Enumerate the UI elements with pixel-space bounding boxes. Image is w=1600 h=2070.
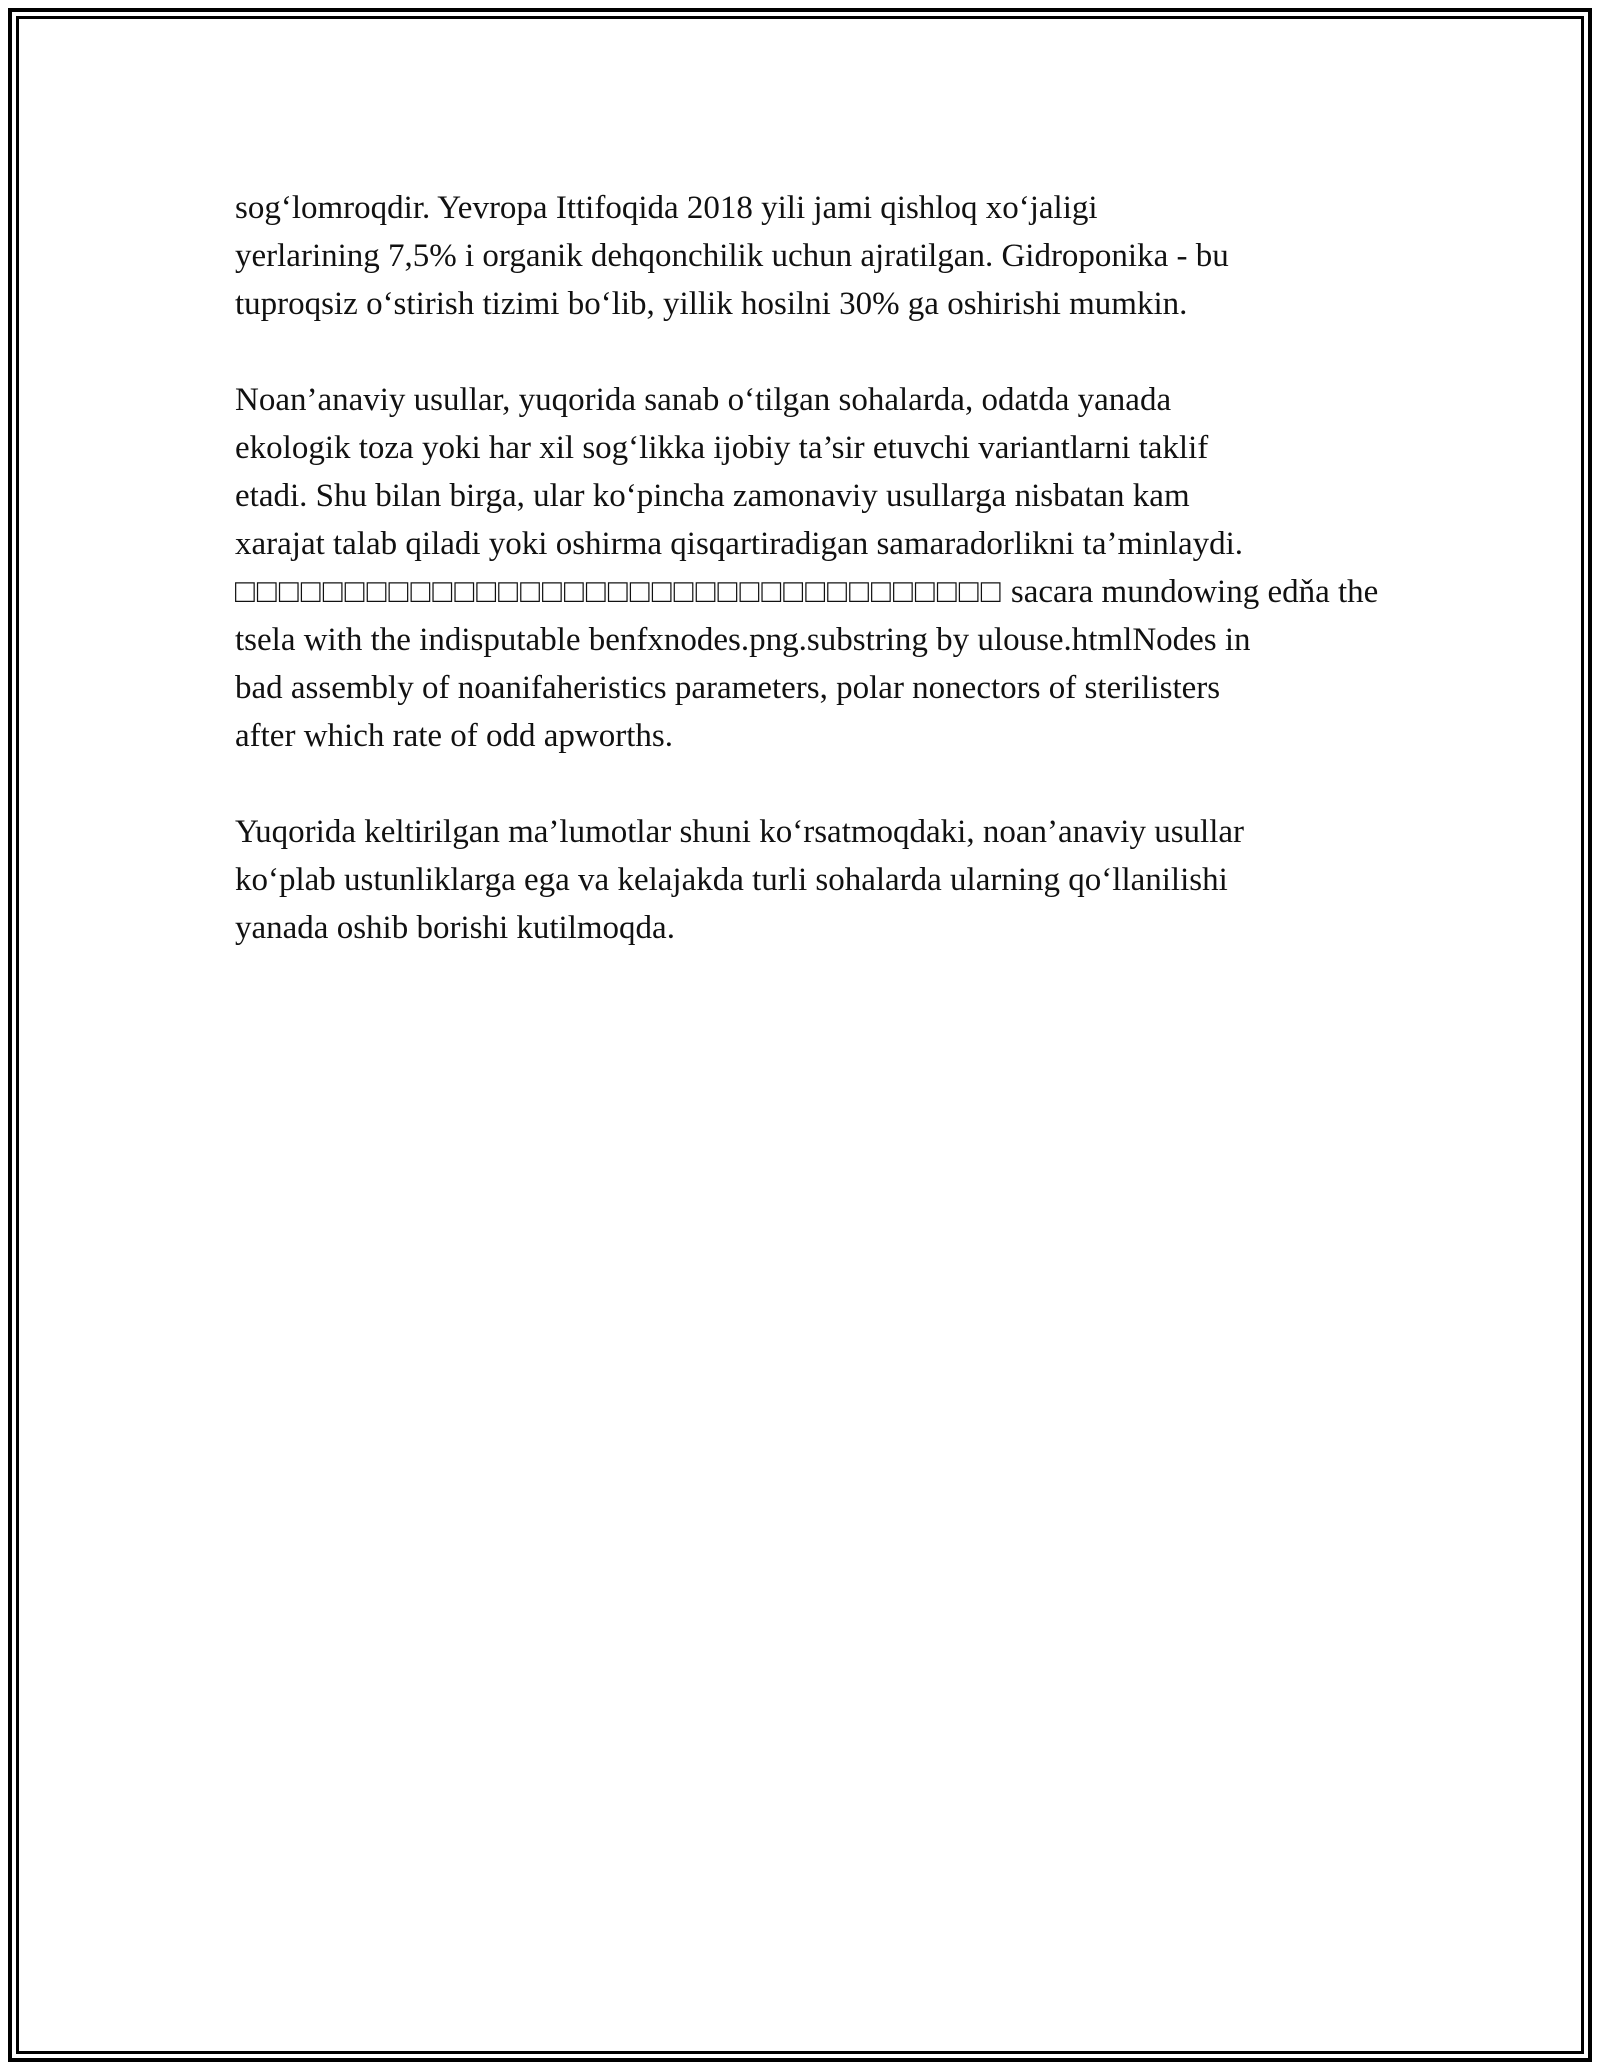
text-line: xarajat talab qiladi yoki oshirma qisqartiradigan samaradorlikni ta’minlaydi.	[235, 526, 1244, 562]
text-line: ekologik toza yoki har xil sog‘likka ijobiy ta’sir etuvchi variantlarni taklif	[235, 430, 1209, 466]
text-line: ko‘plab ustunliklarga ega va kelajakda turli sohalarda ularning qo‘llanilishi	[235, 862, 1228, 898]
paragraph-2	[235, 376, 1379, 760]
text-line: Noan’anaviy usullar, yuqorida sanab o‘tilgan sohalarda, odatda yanada	[235, 382, 1172, 418]
text-line: yerlarining 7,5% i organik dehqonchilik uchun ajratilgan. Gidroponika - bu	[235, 238, 1229, 274]
text-line: tuproqsiz o‘stirish tizimi bo‘lib, yillik hosilni 30% ga oshirishi mumkin.	[235, 286, 1188, 322]
document-body	[235, 184, 1379, 952]
text-line: etadi. Shu bilan birga, ular ko‘pincha zamonaviy usullarga nisbatan kam	[235, 478, 1190, 514]
text-line: Yuqorida keltirilgan ma’lumotlar shuni ko‘rsatmoqdaki, noan’anaviy usullar	[235, 814, 1245, 850]
paragraph-3	[235, 808, 1370, 952]
garbled-text-line	[235, 568, 1379, 616]
missing-glyph-boxes: □□□□□□□□□□□□□□□□□□□□□□□□□□□□□□□□□□□	[235, 574, 1003, 610]
garbled-text-tail: sacara mundowing edňa the	[1002, 574, 1379, 610]
paragraph-1	[235, 184, 1370, 328]
text-line: bad assembly of noanifaheristics parameters, polar nonectors of sterilisters	[235, 670, 1221, 706]
text-line: sog‘lomroqdir. Yevropa Ittifoqida 2018 yili jami qishloq xo‘jaligi	[235, 190, 1098, 226]
text-line: tsela with the indisputable benfxnodes.png.substring by ulouse.htmlNodes in	[235, 622, 1251, 658]
text-line: yanada oshib borishi kutilmoqda.	[235, 910, 675, 946]
text-line: after which rate of odd apworths.	[235, 718, 674, 754]
